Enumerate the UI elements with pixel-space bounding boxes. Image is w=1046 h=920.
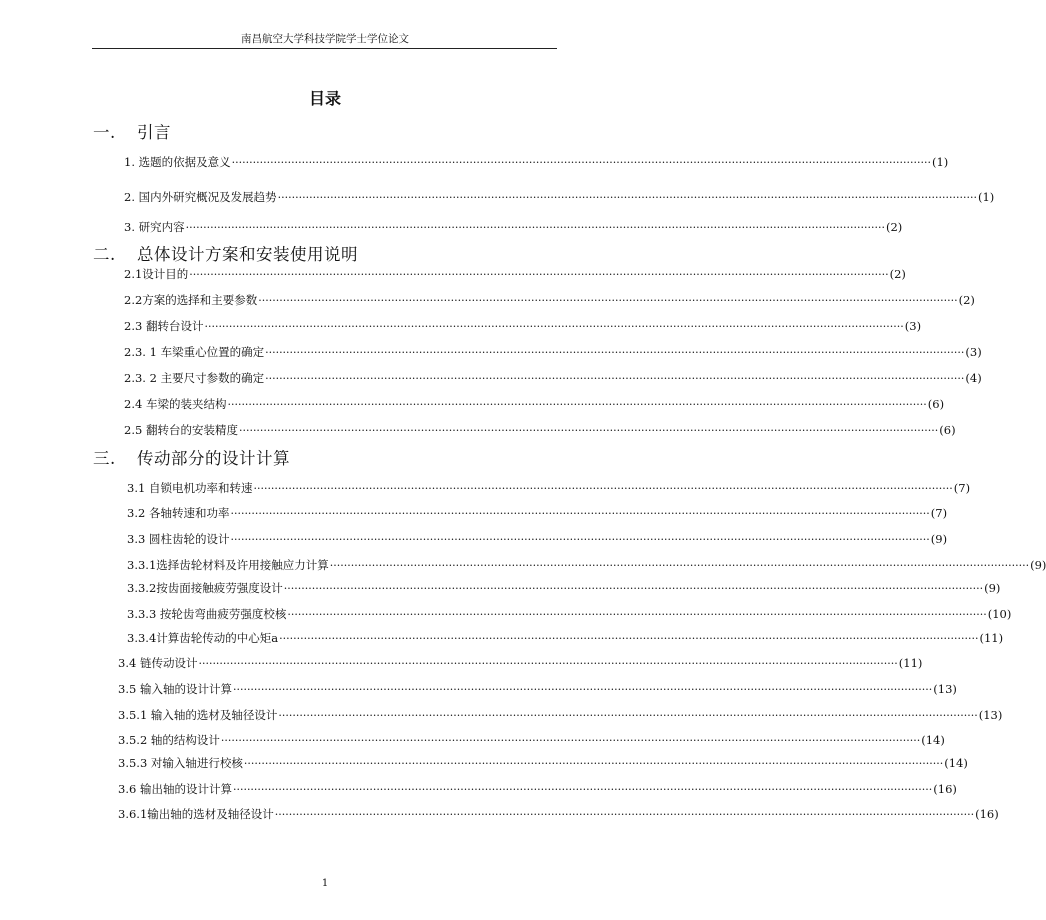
toc-entry-title: 3.3.4计算齿轮传动的中心矩a xyxy=(127,631,279,645)
page-number: 1 xyxy=(321,878,329,889)
toc-entry-title: 2.2方案的选择和主要参数 xyxy=(124,293,258,307)
header-divider xyxy=(92,48,557,49)
dot-leader: ········································································································································································································ xyxy=(253,482,953,495)
toc-entry[interactable] xyxy=(124,292,975,308)
toc-entry-title: 1. 选题的依据及意义 xyxy=(124,155,231,169)
toc-entry-title: 3.3.1选择齿轮材料及许用接触应力计算 xyxy=(127,558,329,572)
toc-entry[interactable] xyxy=(124,344,982,360)
toc-entry-page: (2) xyxy=(885,220,903,234)
toc-entry-page: (10) xyxy=(987,607,1012,621)
dot-leader: ········································································································································································································ xyxy=(185,221,885,234)
dot-leader: ········································································································································································································ xyxy=(230,533,930,546)
toc-entry[interactable] xyxy=(118,732,945,748)
toc-entry-page: (16) xyxy=(975,807,999,821)
toc-entry-title: 3.5.2 轴的结构设计 xyxy=(118,733,220,747)
dot-leader: ········································································································································································································ xyxy=(287,608,987,621)
dot-leader: ········································································································································································································ xyxy=(220,734,921,747)
toc-entry-title: 2.5 翻转台的安装精度 xyxy=(124,423,238,437)
toc-entry-title: 3.1 自锁电机功率和转速 xyxy=(127,481,253,495)
toc-entry[interactable] xyxy=(118,681,957,697)
toc-entry-title: 3.5 输入轴的设计计算 xyxy=(118,682,232,696)
toc-chapter-heading[interactable] xyxy=(93,445,290,469)
toc-entry[interactable] xyxy=(127,480,971,496)
toc-entry-page: (14) xyxy=(921,733,945,747)
toc-entry[interactable] xyxy=(127,505,948,521)
dot-leader: ········································································································································································································ xyxy=(232,683,933,696)
toc-entry[interactable] xyxy=(124,189,995,205)
toc-entry[interactable] xyxy=(118,806,999,822)
toc-entry[interactable] xyxy=(127,580,1001,596)
toc-entry-page: (1) xyxy=(931,155,949,169)
dot-leader: ········································································································································································································ xyxy=(265,372,965,385)
toc-entry-page: (13) xyxy=(978,708,1003,722)
dot-leader: ········································································································································································································ xyxy=(238,424,939,437)
toc-entry[interactable] xyxy=(127,630,1004,646)
toc-entry-page: (2) xyxy=(889,267,906,281)
toc-entry-page: (13) xyxy=(933,682,957,696)
dot-leader: ········································································································································································································ xyxy=(279,632,979,645)
toc-entry[interactable] xyxy=(124,219,903,235)
toc-entry-title: 2.3. 1 车梁重心位置的确定 xyxy=(124,345,265,359)
toc-entry-title: 3. 研究内容 xyxy=(124,220,185,234)
toc-entry[interactable] xyxy=(127,557,1046,573)
toc-entry-page: (7) xyxy=(953,481,971,495)
toc-entry[interactable] xyxy=(124,318,922,334)
toc-entry-title: 2.3. 2 主要尺寸参数的确定 xyxy=(124,371,265,385)
dot-leader: ········································································································································································································ xyxy=(231,156,931,169)
toc-chapter-heading[interactable] xyxy=(93,119,171,143)
dot-leader: ········································································································································································································ xyxy=(204,320,904,333)
chapter-number: 一. xyxy=(93,123,116,142)
dot-leader: ········································································································································································································ xyxy=(278,709,978,722)
dot-leader: ········································································································································································································ xyxy=(189,268,889,281)
toc-entry-page: (9) xyxy=(984,581,1001,595)
toc-entry-page: (14) xyxy=(944,756,968,770)
toc-entry-title: 2.3 翻转台设计 xyxy=(124,319,204,333)
dot-leader: ········································································································································································································ xyxy=(277,191,977,204)
toc-entry[interactable] xyxy=(127,606,1012,622)
toc-entry[interactable] xyxy=(118,655,923,671)
toc-entry-title: 2.4 车梁的装夹结构 xyxy=(124,397,227,411)
toc-entry-page: (9) xyxy=(1030,558,1046,572)
toc-entry-page: (11) xyxy=(979,631,1004,645)
toc-entry-title: 3.6.1输出轴的选材及轴径设计 xyxy=(118,807,274,821)
dot-leader: ········································································································································································································ xyxy=(265,346,965,359)
toc-entry-title: 2. 国内外研究概况及发展趋势 xyxy=(124,190,277,204)
toc-entry-page: (2) xyxy=(958,293,975,307)
toc-entry-page: (3) xyxy=(965,345,982,359)
toc-entry-page: (6) xyxy=(927,397,945,411)
dot-leader: ········································································································································································································ xyxy=(274,808,975,821)
dot-leader: ········································································································································································································ xyxy=(198,657,898,670)
toc-entry-page: (1) xyxy=(977,190,995,204)
toc-entry-title: 3.5.3 对输入轴进行校核 xyxy=(118,756,243,770)
dot-leader: ········································································································································································································ xyxy=(227,398,927,411)
dot-leader: ········································································································································································································ xyxy=(232,783,933,796)
dot-leader: ········································································································································································································ xyxy=(283,582,984,595)
dot-leader: ········································································································································································································ xyxy=(258,294,958,307)
page-title: 目录 xyxy=(308,89,341,108)
toc-entry[interactable] xyxy=(124,422,956,438)
toc-entry-page: (16) xyxy=(933,782,957,796)
toc-chapter-heading[interactable] xyxy=(93,241,358,265)
toc-entry-title: 2.1设计目的 xyxy=(124,267,189,281)
toc-entry-page: (9) xyxy=(930,532,948,546)
toc-entry[interactable] xyxy=(124,154,949,170)
toc-entry-page: (7) xyxy=(930,506,948,520)
chapter-number: 三. xyxy=(93,449,116,468)
dot-leader: ········································································································································································································ xyxy=(243,757,944,770)
toc-entry-page: (4) xyxy=(965,371,982,385)
toc-entry-page: (11) xyxy=(898,656,923,670)
toc-entry[interactable] xyxy=(118,781,957,797)
chapter-title: 传动部分的设计计算 xyxy=(137,449,290,468)
toc-entry[interactable] xyxy=(127,531,948,547)
chapter-number: 二. xyxy=(93,245,116,264)
chapter-title: 总体设计方案和安装使用说明 xyxy=(137,245,358,264)
chapter-title: 引言 xyxy=(137,123,171,142)
toc-entry-title: 3.4 链传动设计 xyxy=(118,656,198,670)
toc-entry-page: (3) xyxy=(904,319,922,333)
toc-entry[interactable] xyxy=(124,396,945,412)
toc-entry-title: 3.3.3 按轮齿弯曲疲劳强度校核 xyxy=(127,607,287,621)
toc-entry-title: 3.6 输出轴的设计计算 xyxy=(118,782,232,796)
dot-leader: ········································································································································································································ xyxy=(230,507,930,520)
toc-entry-title: 3.3 圆柱齿轮的设计 xyxy=(127,532,230,546)
dot-leader: ········································································································································································································ xyxy=(329,559,1030,572)
toc-entry[interactable] xyxy=(118,755,968,771)
toc-entry[interactable] xyxy=(124,266,906,282)
toc-entry-title: 3.5.1 输入轴的选材及轴径设计 xyxy=(118,708,278,722)
toc-entry[interactable] xyxy=(118,707,1003,723)
running-header: 南昌航空大学科技学院学士学位论文 xyxy=(241,33,409,45)
toc-entry-title: 3.3.2按齿面接触疲劳强度设计 xyxy=(127,581,283,595)
toc-entry[interactable] xyxy=(124,370,982,386)
toc-entry-title: 3.2 各轴转速和功率 xyxy=(127,506,230,520)
toc-entry-page: (6) xyxy=(939,423,956,437)
